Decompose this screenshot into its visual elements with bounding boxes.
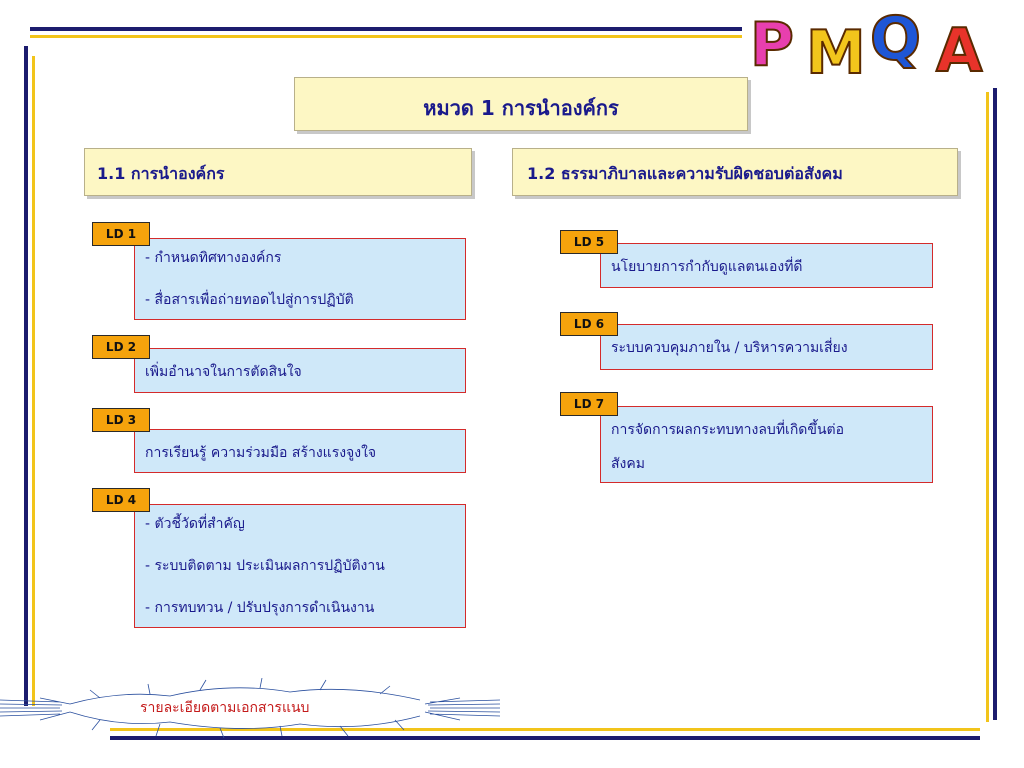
ld1-line-2: - สื่อสารเพื่อถ่ายทอดไปสู่การปฏิบัติ [145, 292, 354, 308]
section-left-title: 1.1 การนำองค์กร [97, 164, 225, 183]
ld2-line-1: เพิ่มอำนาจในการตัดสินใจ [145, 364, 302, 380]
right-gold-line [986, 92, 989, 722]
section-right-title: 1.2 ธรรมาภิบาลและความรับผิดชอบต่อสังคม [527, 164, 843, 183]
ld7-tag: LD 7 [560, 392, 618, 416]
category-title-box [294, 77, 748, 131]
ld2-box [134, 348, 466, 393]
ld3-box [134, 429, 466, 473]
ld4-tag: LD 4 [92, 488, 150, 512]
ld1-box [134, 238, 466, 320]
ld1-tag: LD 1 [92, 222, 150, 246]
top-gold-line [30, 35, 742, 38]
left-gold-line [32, 56, 35, 706]
ld1-line-1: - กำหนดทิศทางองค์กร [145, 250, 282, 266]
left-navy-line [24, 46, 28, 706]
ld3-line-1: การเรียนรู้ ความร่วมมือ สร้างแรงจูงใจ [145, 445, 377, 461]
ld7-box [600, 406, 933, 483]
ld6-box [600, 324, 933, 370]
logo-letter-m: M [806, 18, 866, 88]
ld4-line-2: - ระบบติดตาม ประเมินผลการปฏิบัติงาน [145, 558, 385, 574]
top-navy-line [30, 27, 742, 31]
ld6-tag: LD 6 [560, 312, 618, 336]
ld3-tag: LD 3 [92, 408, 150, 432]
ld4-line-3: - การทบทวน / ปรับปรุงการดำเนินงาน [145, 600, 375, 616]
ld5-line-1: นโยบายการกำกับดูแลตนเองที่ดี [611, 259, 803, 275]
logo-letter-q: Q [870, 4, 922, 74]
ld6-line-1: ระบบควบคุมภายใน / บริหารความเสี่ยง [611, 340, 848, 356]
ld5-tag: LD 5 [560, 230, 618, 254]
ld4-box [134, 504, 466, 628]
ld2-tag: LD 2 [92, 335, 150, 359]
ld7-line-2: สังคม [611, 456, 645, 472]
ld5-box [600, 243, 933, 288]
attachment-link[interactable]: รายละเอียดตามเอกสารแนบ [140, 700, 310, 716]
right-navy-line [993, 88, 997, 720]
logo-letter-a: A [936, 16, 983, 86]
ld7-line-1: การจัดการผลกระทบทางลบที่เกิดขึ้นต่อ [611, 422, 845, 438]
ld4-line-1: - ตัวชี้วัดที่สำคัญ [145, 516, 245, 532]
category-title: หมวด 1 การนำองค์กร [423, 96, 619, 120]
section-left-box [84, 148, 472, 196]
logo-letter-p: P [750, 10, 794, 80]
section-right-box [512, 148, 958, 196]
